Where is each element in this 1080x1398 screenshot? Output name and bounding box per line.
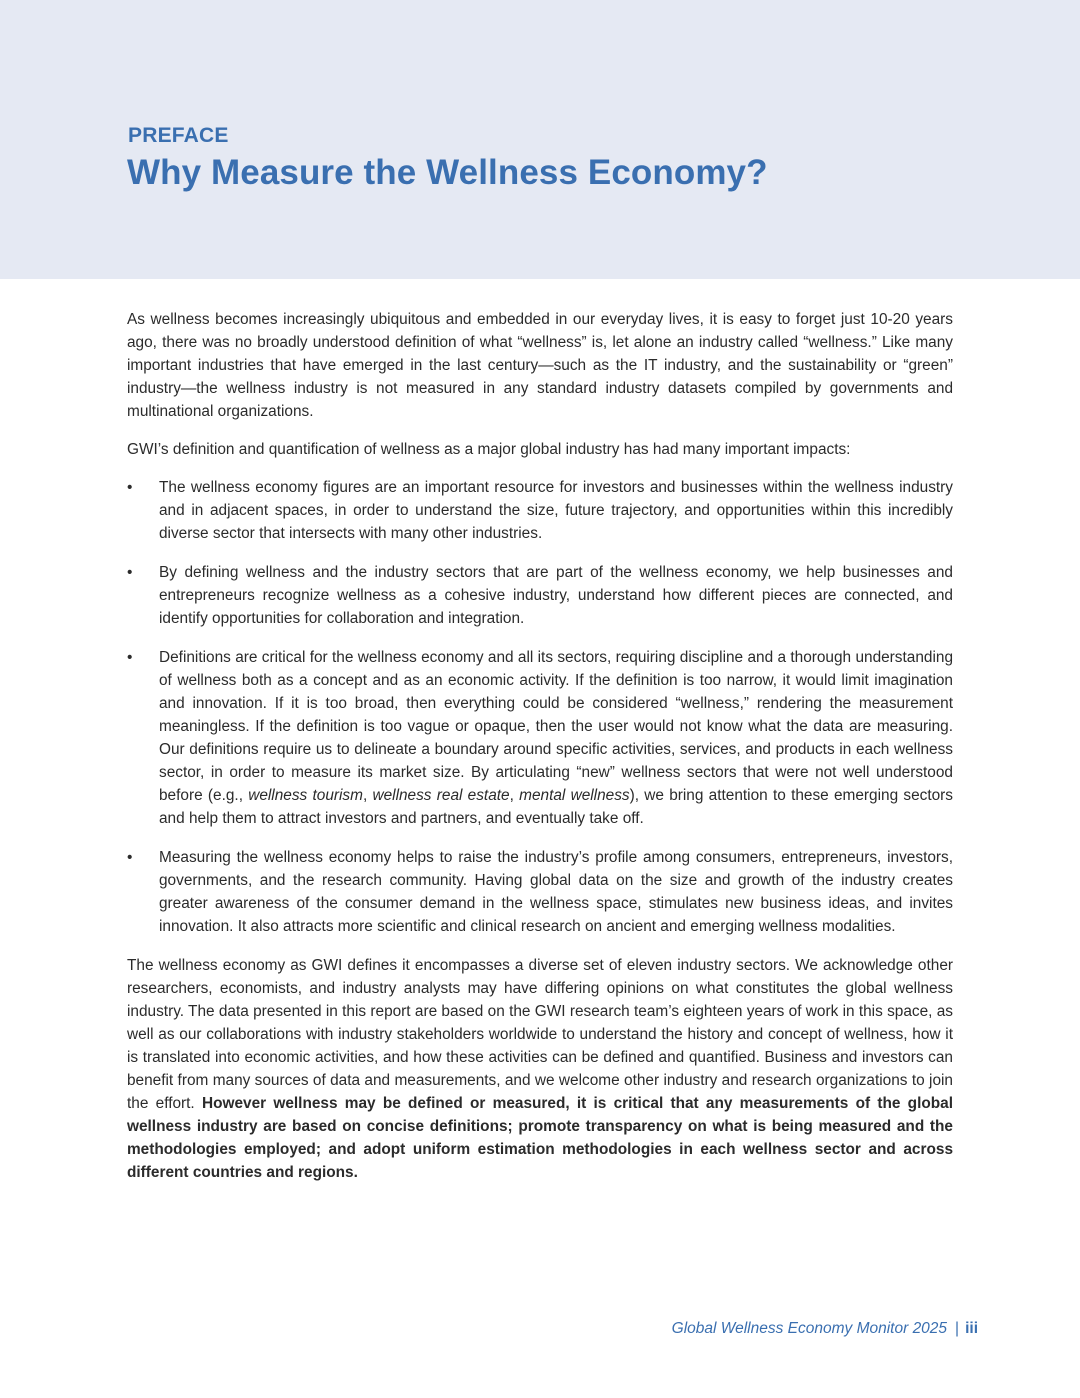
publication-title: Global Wellness Economy Monitor 2025 bbox=[671, 1320, 948, 1337]
page-title: Why Measure the Wellness Economy? bbox=[127, 153, 768, 192]
intro-paragraph: As wellness becomes increasingly ubiquitous and embedded in our everyday lives, it is easy to forget just 10-20 years ago, there was no broadly understood definition of what “wellness” is, let alone an industry called “wellness.” Like many important industries that have emerged in the last century—such as the IT industry, and the sustainability or “green” industry—the wellness industry is not measured in any standard industry datasets compiled by governments and multinational organizations. bbox=[127, 311, 953, 420]
list-item-text: The wellness economy figures are an important resource for investors and businesses within the wellness industry and in adjacent spaces, in order to understand the size, future trajectory, and opportunities within this incredibly diverse sector that intersects with many other industries. bbox=[159, 479, 953, 542]
header-band bbox=[0, 0, 1080, 279]
lead-in-paragraph: GWI’s definition and quantification of wellness as a major global industry has had many important impacts: bbox=[127, 441, 851, 458]
italic-term: mental wellness bbox=[519, 787, 630, 804]
list-item bbox=[127, 646, 953, 830]
italic-term: wellness real estate bbox=[372, 787, 510, 804]
list-item bbox=[127, 476, 953, 545]
list-item bbox=[127, 846, 953, 938]
list-item-text-part: ), we bring attention to these emerging sectors and help them to attract investors and partners, and eventually take off. bbox=[159, 787, 953, 827]
bullet-icon: • bbox=[127, 649, 133, 666]
list-item-text: By defining wellness and the industry sectors that are part of the wellness economy, we help businesses and entrepreneurs recognize wellness as a cohesive industry, understand how different pieces are connected, and identify opportunities for collaboration and integration. bbox=[159, 564, 953, 627]
bullet-icon: • bbox=[127, 564, 133, 581]
term-separator: , bbox=[509, 787, 520, 804]
closing-text: The wellness economy as GWI defines it encompasses a diverse set of eleven industry sectors. We acknowledge other researchers, economists, and industry analysts may have differing opinions on what constitutes the global wellness industry. The data presented in this report are based on the GWI research team’s eighteen years of work in this space, as well as our collaborations with industry stakeholders worldwide to understand the history and concept of wellness, how it is translated into economic activities, and how these activities can be defined and quantified. Business and investors can benefit from many sources of data and measurements, and we welcome other industry and research organizations to join the effort. bbox=[127, 957, 953, 1112]
footer-separator: | bbox=[955, 1320, 960, 1337]
list-item bbox=[127, 561, 953, 630]
closing-paragraph bbox=[127, 954, 953, 1184]
term-separator: , bbox=[362, 787, 373, 804]
section-eyebrow: PREFACE bbox=[128, 124, 229, 147]
bullet-icon: • bbox=[127, 849, 133, 866]
list-item-text-part: Definitions are critical for the wellness economy and all its sectors, requiring discipline and a thorough understanding of wellness both as a concept and as an economic activity. If the definition is too narrow, it would limit imagination and innovation. If it is too broad, then everything could be considered “wellness,” rendering the measurement meaningless. If the definition is too vague or opaque, then the user would not know what the data are measuring. Our definitions require us to delineate a boundary around specific activities, services, and products in each wellness sector, in order to measure its market size. By articulating “new” wellness sectors that were not well understood before (e.g., bbox=[159, 649, 953, 804]
page-footer bbox=[672, 1320, 978, 1338]
page-number: iii bbox=[965, 1320, 978, 1337]
impacts-list bbox=[127, 476, 953, 938]
italic-term: wellness tourism bbox=[248, 787, 363, 804]
list-item-text: Measuring the wellness economy helps to raise the industry’s profile among consumers, entrepreneurs, investors, governments, and the research community. Having global data on the size and growth of the industry creates greater awareness of the consumer demand in the wellness space, stimulates new business ideas, and invites innovation. It also attracts more scientific and clinical research on ancient and emerging wellness modalities. bbox=[159, 849, 953, 935]
list-item-text bbox=[159, 649, 953, 827]
closing-emphasis: However wellness may be defined or measured, it is critical that any measurements of the global wellness industry are based on concise definitions; promote transparency on what is being measured and the methodologies employed; and adopt uniform estimation methodologies in each wellness sector and across different countries and regions. bbox=[127, 1095, 953, 1181]
main-content bbox=[127, 308, 953, 1199]
bullet-icon: • bbox=[127, 479, 133, 496]
